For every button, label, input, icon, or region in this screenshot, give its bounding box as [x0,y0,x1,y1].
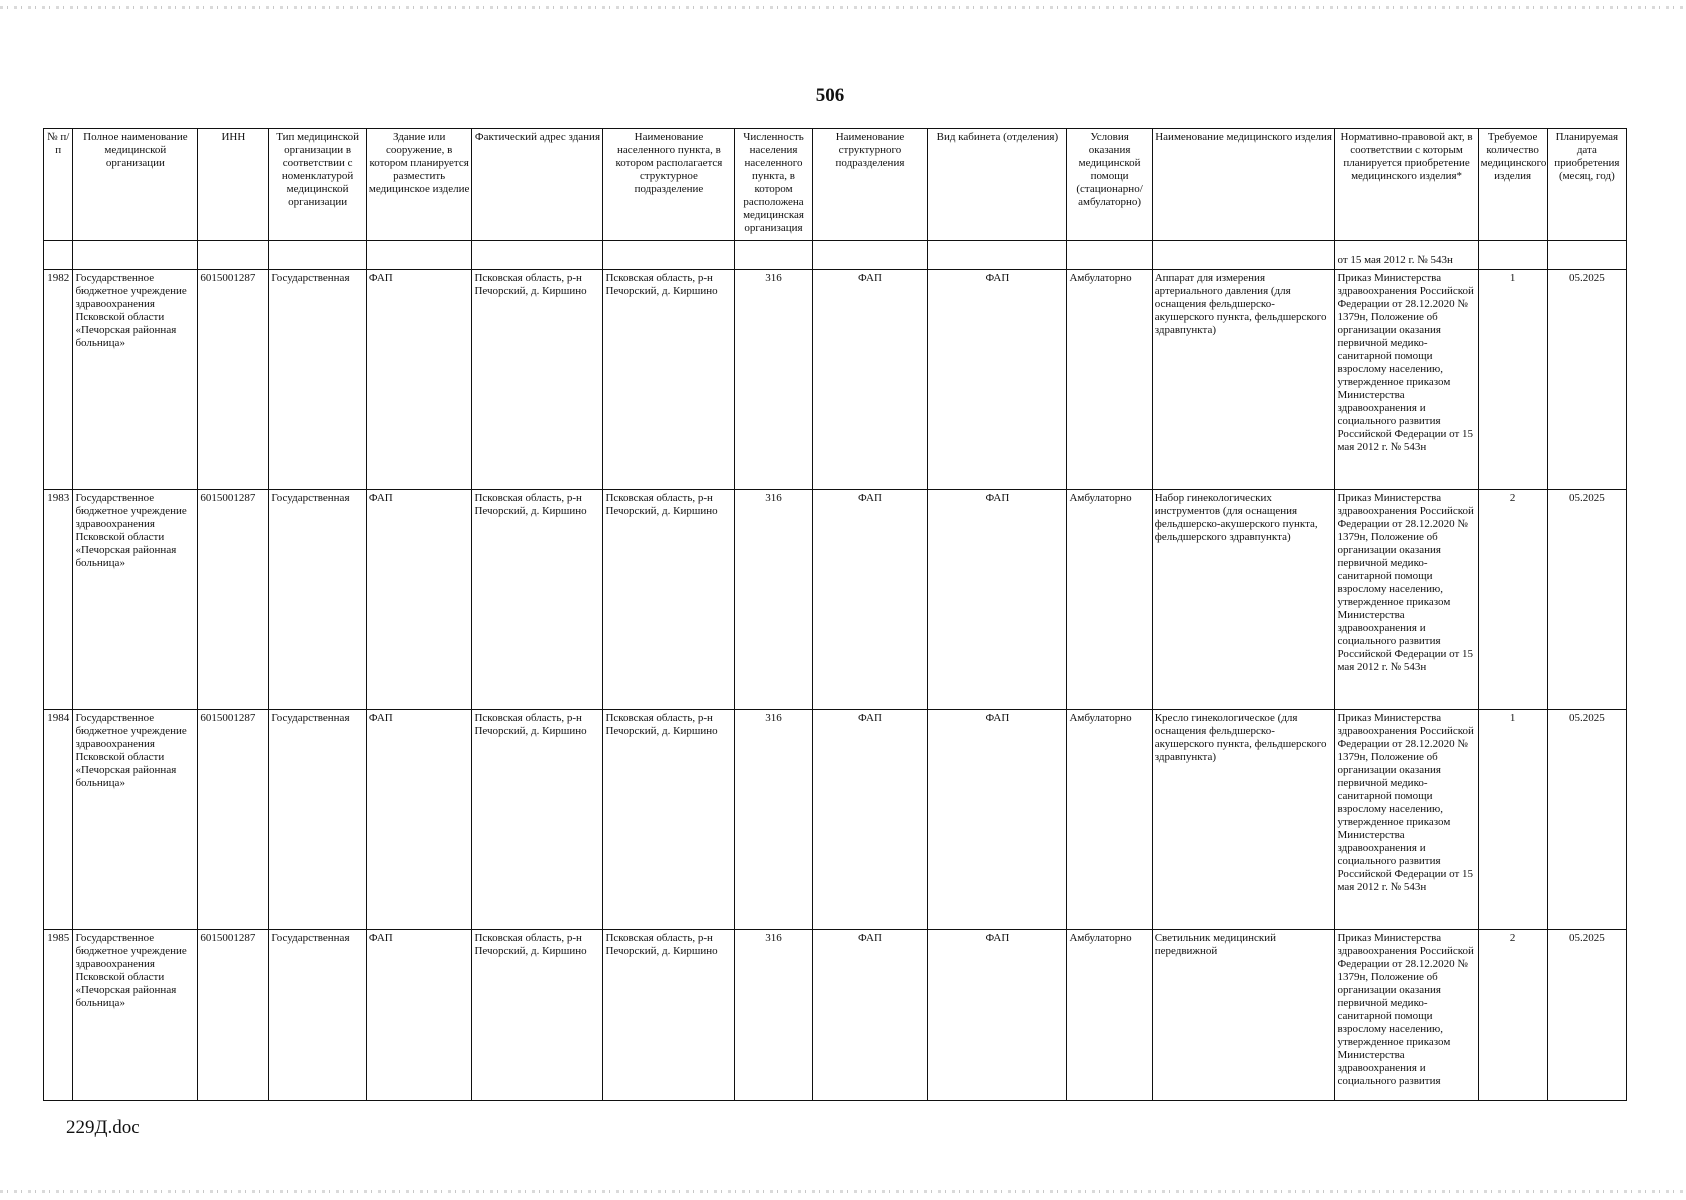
row-num: 1982 [44,270,73,490]
row-population: 316 [735,270,812,490]
row-settlement: Псковская область, р-н Печорский, д. Киршино [603,930,735,1101]
row-cabinet: ФАП [928,270,1067,490]
row-act: Приказ Министерства здравоохранения Российской Федерации от 28.12.2020 № 1379н, Положение об организации оказания первичной медико-санитарной помощи взрослому населению, утвержденное приказом Министерства здравоохранения и социального развития Российской Федерации от 15 мая 2012 г. № 543н [1335,270,1478,490]
row-building: ФАП [366,490,472,710]
row-device: Кресло гинекологическое (для оснащения фельдшерско-акушерского пункта, фельдшерского здравпункта) [1152,710,1335,930]
row-cabinet: ФАП [928,710,1067,930]
row-unit: ФАП [812,270,928,490]
row-act: Приказ Министерства здравоохранения Российской Федерации от 28.12.2020 № 1379н, Положение об организации оказания первичной медико-санитарной помощи взрослому населению, утвержденное приказом Министерства здравоохранения и социального развития Российской Федерации от 15 мая 2012 г. № 543н [1335,490,1478,710]
header-device: Наименование медицинского изделия [1152,129,1335,241]
header-org: Полное наименование медицинской организации [73,129,198,241]
continuation-row [44,241,1627,270]
row-inn: 6015001287 [198,270,269,490]
row-settlement: Псковская область, р-н Печорский, д. Киршино [603,270,735,490]
scan-edge-top [0,6,1686,9]
row-unit: ФАП [812,490,928,710]
continuation-act: от 15 мая 2012 г. № 543н [1335,241,1478,270]
table-row [44,490,1627,710]
header-qty: Требуемое количество медицинского изделия [1478,129,1547,241]
header-num: № п/п [44,129,73,241]
scan-edge-bottom [0,1190,1686,1193]
row-type: Государственная [269,490,366,710]
table-row [44,270,1627,490]
footer-filename: 229Д.doc [66,1117,140,1138]
row-settlement: Псковская область, р-н Печорский, д. Киршино [603,710,735,930]
row-unit: ФАП [812,930,928,1101]
row-type: Государственная [269,930,366,1101]
row-inn: 6015001287 [198,710,269,930]
row-cabinet: ФАП [928,490,1067,710]
row-unit: ФАП [812,710,928,930]
row-address: Псковская область, р-н Печорский, д. Киршино [472,710,603,930]
row-inn: 6015001287 [198,930,269,1101]
row-address: Псковская область, р-н Печорский, д. Киршино [472,270,603,490]
row-act-text: Приказ Министерства здравоохранения Российской Федерации от 28.12.2020 № 1379н, Положение об организации оказания первичной медико-санитарной помощи взрослому населению, утвержденное приказом Министерства здравоохранения и социального развития [1337,932,1474,1087]
row-type: Государственная [269,710,366,930]
row-settlement: Псковская область, р-н Печорский, д. Киршино [603,490,735,710]
row-num: 1984 [44,710,73,930]
header-inn: ИНН [198,129,269,241]
row-qty: 2 [1478,930,1547,1101]
row-org: Государственное бюджетное учреждение здравоохранения Псковской области «Печорская районная больница» [73,710,198,930]
header-conditions: Условия оказания медицинской помощи (стационарно/ амбулаторно) [1067,129,1152,241]
header-population: Численность населения населенного пункта, в котором расположена медицинская организация [735,129,812,241]
row-device: Набор гинекологических инструментов (для оснащения фельдшерско-акушерского пункта, фельдшерского здравпункта) [1152,490,1335,710]
row-date: 05.2025 [1547,270,1626,490]
row-inn: 6015001287 [198,490,269,710]
table-row [44,930,1627,1101]
row-population: 316 [735,930,812,1101]
row-type: Государственная [269,270,366,490]
header-settlement: Наименование населенного пункта, в котором располагается структурное подразделение [603,129,735,241]
row-qty: 1 [1478,270,1547,490]
page-number: 506 [815,85,845,106]
row-address: Псковская область, р-н Печорский, д. Киршино [472,490,603,710]
row-cabinet: ФАП [928,930,1067,1101]
row-date: 05.2025 [1547,490,1626,710]
row-org: Государственное бюджетное учреждение здравоохранения Псковской области «Печорская районная больница» [73,490,198,710]
row-building: ФАП [366,930,472,1101]
equipment-table [43,128,1627,1101]
row-building: ФАП [366,710,472,930]
header-address: Фактический адрес здания [472,129,603,241]
row-address: Псковская область, р-н Печорский, д. Киршино [472,930,603,1101]
row-conditions: Амбулаторно [1067,490,1152,710]
row-conditions: Амбулаторно [1067,270,1152,490]
header-row [44,129,1627,241]
row-population: 316 [735,490,812,710]
row-date: 05.2025 [1547,710,1626,930]
header-date: Планируемая дата приобретения (месяц, год) [1547,129,1626,241]
row-device: Светильник медицинский передвижной [1152,930,1335,1101]
row-org: Государственное бюджетное учреждение здравоохранения Псковской области «Печорская районная больница» [73,930,198,1101]
row-act: Приказ Министерства здравоохранения Российской Федерации от 28.12.2020 № 1379н, Положение об организации оказания первичной медико-санитарной помощи взрослому населению, утвержденное приказом Министерства здравоохранения и социального развития Российской Федерации от 15 мая 2012 г. № 543н [1335,710,1478,930]
row-num: 1983 [44,490,73,710]
row-building: ФАП [366,270,472,490]
header-building: Здание или сооружение, в котором планируется разместить медицинское изделие [366,129,472,241]
row-qty: 1 [1478,710,1547,930]
row-conditions: Амбулаторно [1067,930,1152,1101]
header-cabinet: Вид кабинета (отделения) [928,129,1067,241]
header-unit: Наименование структурного подразделения [812,129,928,241]
header-act: Нормативно-правовой акт, в соответствии с которым планируется приобретение медицинского изделия* [1335,129,1478,241]
row-device: Аппарат для измерения артериального давления (для оснащения фельдшерско-акушерского пункта, фельдшерского здравпункта) [1152,270,1335,490]
row-act [1335,930,1478,1101]
table-row [44,710,1627,930]
row-population: 316 [735,710,812,930]
row-num: 1985 [44,930,73,1101]
row-date: 05.2025 [1547,930,1626,1101]
row-qty: 2 [1478,490,1547,710]
header-type: Тип медицинской организации в соответствии с номенклатурой медицинской организации [269,129,366,241]
row-org: Государственное бюджетное учреждение здравоохранения Псковской области «Печорская районная больница» [73,270,198,490]
row-conditions: Амбулаторно [1067,710,1152,930]
